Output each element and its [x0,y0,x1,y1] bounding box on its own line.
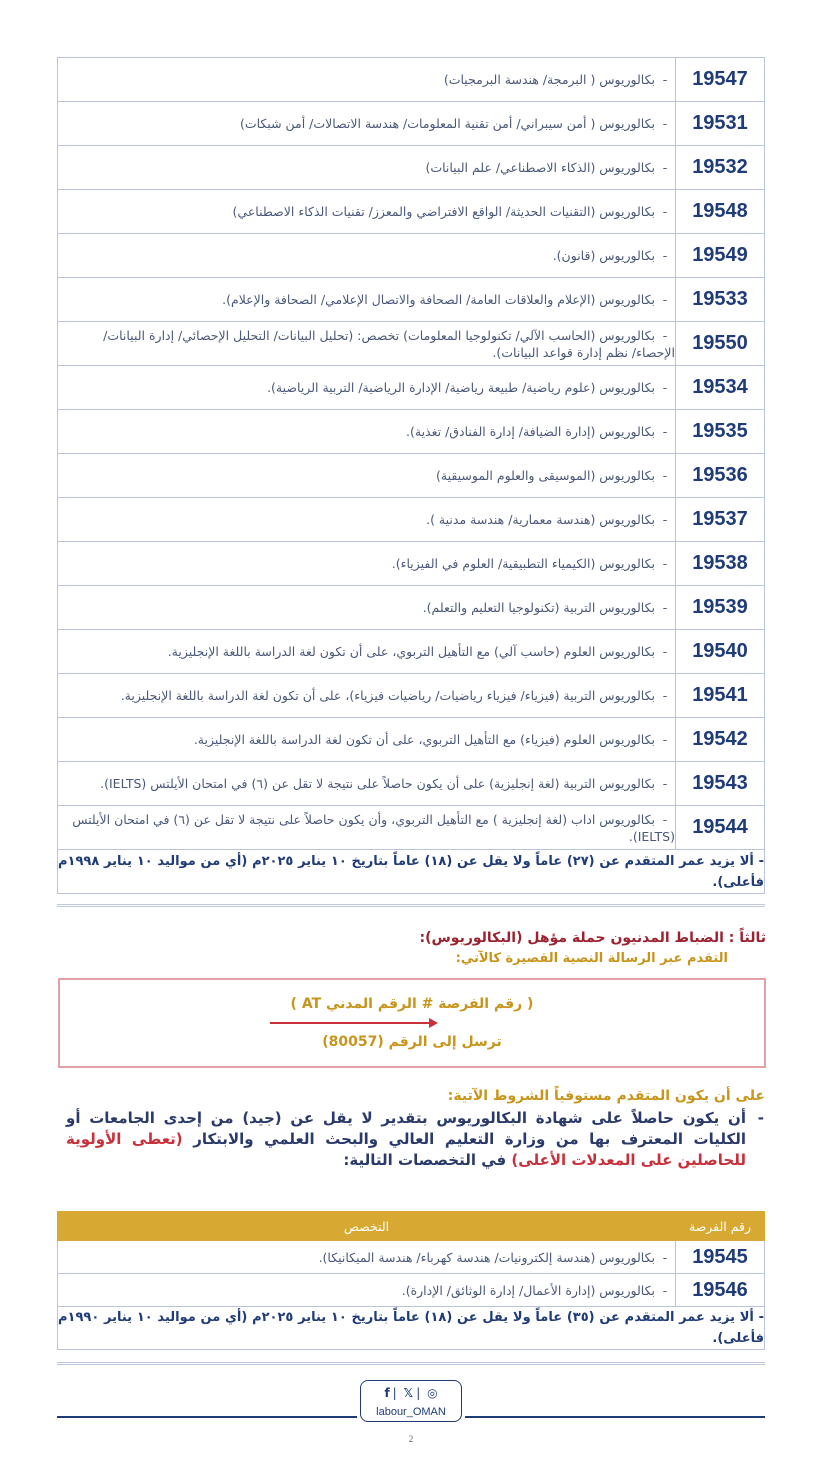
specialization-text: بكالوريوس (الحاسب الآلي/ تكنولوجيا المعلومات) تخصص: (تحليل البيانات/ التحليل الإحصائي/ إدارة البيانات/ الإحصاء/ نظم إدارة قواعد البيانات). [103,327,675,360]
opportunity-code: 19546 [676,1274,765,1307]
social-badge[interactable] [360,1380,462,1422]
opportunity-code: 19532 [676,146,765,190]
bullet-dash: - [662,600,668,615]
specialization-text: بكالوريوس (الإعلام والعلاقات العامة/ الصحافة والاتصال الإعلامي/ الصحافة والإعلام). [222,292,655,307]
specialization-cell [58,234,676,278]
table-row [58,630,765,674]
table-row [58,410,765,454]
specialization-text: بكالوريوس (الذكاء الاصطناعي/ علم البيانات) [425,160,655,175]
table-row [58,102,765,146]
table-row [58,1274,765,1307]
opportunity-code: 19540 [676,630,765,674]
section-title: ثالثاً : الضباط المدنيون حملة مؤهل (البكالوريوس): [419,930,766,946]
x-icon[interactable]: 𝕏 [403,1386,414,1400]
age-note-row [58,1307,765,1350]
specializations-table [57,57,765,894]
table-row [58,718,765,762]
header-opportunity-number: رقم الفرصة [676,1212,765,1241]
specialization-cell [58,1241,676,1274]
opportunity-code: 19548 [676,190,765,234]
bullet-dash: - [662,1249,668,1265]
bullet-dash: - [662,248,668,263]
opportunity-code: 19550 [676,322,765,366]
civil-officers-table [57,1211,765,1350]
bullet-dash: - [662,116,668,131]
bullet-dash: - [662,327,668,343]
opportunity-code: 19549 [676,234,765,278]
opportunity-code: 19537 [676,498,765,542]
age-note [58,850,765,894]
specialization-text: بكالوريوس ( البرمجة/ هندسة البرمجيات) [443,72,655,87]
specialization-cell [58,762,676,806]
bullet-dash: - [662,688,668,703]
footer-line [465,1416,765,1418]
specialization-text: بكالوريوس (الموسيقى والعلوم الموسيقية) [435,468,655,483]
specialization-cell [58,410,676,454]
opportunity-code: 19541 [676,674,765,718]
bullet-dash: - [662,776,668,791]
social-handle[interactable]: labour_OMAN [376,1406,446,1418]
age-note-text: ألا يزيد عمر المتقدم عن (٣٥) عاماً ولا يقل عن (١٨) عاماً بتاريخ ١٠ يناير ٢٠٢٥م (أي من مواليد ١٠ يناير ١٩٩٠م فأعلى). [58,1310,764,1346]
table-row [58,762,765,806]
specialization-text: بكالوريوس العلوم (فيزياء) مع التأهيل التربوي، على أن تكون لغة الدراسة باللغة الإنجليزية. [193,732,655,747]
opportunity-code: 19531 [676,102,765,146]
footer-line [57,1416,357,1418]
specialization-cell [58,322,676,366]
opportunity-code: 19536 [676,454,765,498]
specialization-cell [58,630,676,674]
opportunity-code: 19543 [676,762,765,806]
specialization-text: بكالوريوس (علوم رياضية/ طبيعة رياضية/ الإدارة الرياضية/ التربية الرياضية). [267,380,655,395]
specialization-cell [58,498,676,542]
specialization-cell [58,674,676,718]
specialization-text: بكالوريوس التربية (تكنولوجيا التعليم والتعلم). [422,600,655,615]
bullet-dash: - [662,292,668,307]
table-row [58,586,765,630]
specialization-text: بكالوريوس ( أمن سيبراني/ أمن تقنية المعلومات/ هندسة الاتصالات/ أمن شبكات) [239,116,655,131]
specialization-text: بكالوريوس (هندسة إلكترونيات/ هندسة كهرباء/ هندسة الميكانيكا). [318,1249,655,1265]
conditions-text-b: في التخصصات التالية: [343,1151,512,1169]
opportunity-code: 19544 [676,806,765,850]
specialization-text: بكالوريوس (إدارة الضيافة/ إدارة الفنادق/ تغذية). [406,424,655,439]
arrow-icon [270,1022,430,1024]
specialization-cell [58,102,676,146]
table-row [58,454,765,498]
table-divider [57,1362,765,1365]
specialization-text: بكالوريوس (قانون). [552,248,655,263]
opportunity-code: 19538 [676,542,765,586]
opportunity-code: 19534 [676,366,765,410]
page-number: 2 [408,1434,414,1444]
opportunity-code: 19547 [676,58,765,102]
bullet-dash: - [662,732,668,747]
bullet-dash: - [662,380,668,395]
priority-note: (تعطى الأولوية للحاصلين على المعدلات الأعلى) [66,1130,746,1169]
bullet-dash: - [662,1282,668,1298]
specialization-cell [58,586,676,630]
conditions-text-a: أن يكون حاصلاً على شهادة البكالوريوس بتقدير لا يقل عن (جيد) من إحدى الجامعات أو الكليات المعترف بها من وزارة التعليم العالي والبحث العلمي والابتكار [66,1109,746,1148]
sms-instruction-box [58,978,766,1068]
specialization-cell [58,454,676,498]
specialization-text: بكالوريوس (التقنيات الحديثة/ الواقع الافتراضي والمعزز/ تقنيات الذكاء الاصطناعي) [232,204,655,219]
sms-format: ( رقم الفرصة # الرقم المدني AT ) [290,996,534,1012]
table-row [58,146,765,190]
specialization-cell [58,542,676,586]
opportunity-code: 19535 [676,410,765,454]
table-header-row [58,1212,765,1241]
specialization-cell [58,278,676,322]
specialization-cell [58,806,676,850]
specialization-cell [58,366,676,410]
conditions-title: على أن يكون المتقدم مستوفياً الشروط الآتية: [447,1088,765,1104]
bullet-dash: - [757,1109,764,1127]
table-row [58,542,765,586]
section-subtitle: التقدم عبر الرسالة النصية القصيرة كالآتي: [455,951,728,966]
table-row [58,234,765,278]
specialization-text: بكالوريوس (إدارة الأعمال/ إدارة الوثائق/ الإدارة). [401,1282,655,1298]
bullet-dash: - [753,853,764,869]
bullet-dash: - [662,512,668,527]
bullet-dash: - [662,468,668,483]
table-row [58,278,765,322]
table-row [58,190,765,234]
table-row [58,498,765,542]
bullet-dash: - [662,72,668,87]
specialization-text: بكالوريوس التربية (فيزياء/ فيزياء رياضيات/ رياضيات فيزياء)، على أن تكون لغة الدراسة باللغة الإنجليزية. [120,688,655,703]
sms-number: ترسل إلى الرقم (80057) [322,1034,502,1050]
age-note-text: ألا يزيد عمر المتقدم عن (٢٧) عاماً ولا يقل عن (١٨) عاماً بتاريخ ١٠ يناير ٢٠٢٥م (أي من مواليد ١٠ يناير ١٩٩٨م فأعلى). [58,853,764,890]
specialization-text: بكالوريوس (هندسة معمارية/ هندسة مدنية ). [426,512,655,527]
specialization-text: بكالوريوس اداب (لغة إنجليزية ) مع التأهيل التربوي، وأن يكون حاصلاً على نتيجة لا تقل عن (٦) في امتحان الأيلتس (IELTS). [72,811,675,844]
bullet-dash: - [662,204,668,219]
specialization-text: بكالوريوس (الكيمياء التطبيقية/ العلوم في الفيزياء). [391,556,655,571]
table-row [58,58,765,102]
header-specialization: التخصص [58,1212,676,1241]
opportunity-code: 19539 [676,586,765,630]
specialization-text: بكالوريوس التربية (لغة إنجليزية) على أن يكون حاصلاً على نتيجة لا تقل عن (٦) في امتحان الأيلتس (IELTS). [100,776,655,791]
opportunity-code: 19545 [676,1241,765,1274]
age-note [58,1307,765,1350]
bullet-dash: - [753,1310,764,1325]
specialization-cell [58,718,676,762]
table-row [58,674,765,718]
facebook-icon[interactable]: f [384,1386,390,1400]
specialization-text: بكالوريوس العلوم (حاسب آلي) مع التأهيل التربوي، على أن تكون لغة الدراسة باللغة الإنجليزية. [167,644,655,659]
table-row [58,366,765,410]
table-row [58,806,765,850]
table-row [58,322,765,366]
social-icons: f | 𝕏 | ◎ [384,1386,438,1400]
specialization-cell [58,190,676,234]
conditions-paragraph [66,1108,764,1171]
specialization-cell [58,146,676,190]
bullet-dash: - [662,644,668,659]
table-divider [57,904,765,907]
specialization-cell [58,58,676,102]
specialization-cell [58,1274,676,1307]
bullet-dash: - [662,556,668,571]
bullet-dash: - [662,160,668,175]
opportunity-code: 19533 [676,278,765,322]
table-row [58,1241,765,1274]
instagram-icon[interactable]: ◎ [427,1386,438,1400]
opportunity-code: 19542 [676,718,765,762]
bullet-dash: - [662,424,668,439]
age-note-row [58,850,765,894]
bullet-dash: - [662,811,668,827]
